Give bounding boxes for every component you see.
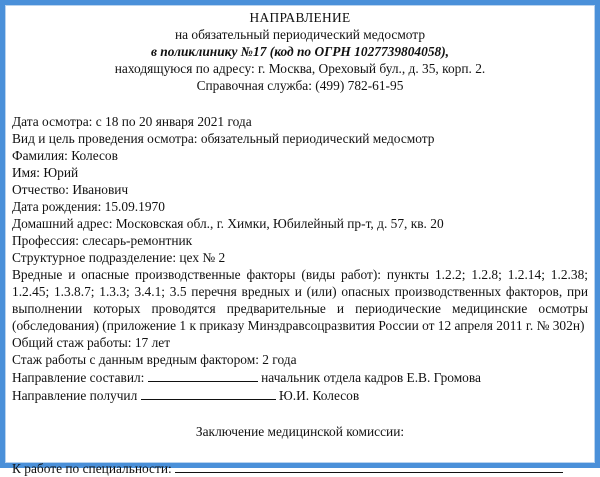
document-subtitle: на обязательный периодический медосмотр bbox=[174, 27, 426, 42]
surname: Фамилия: Колесов bbox=[12, 148, 118, 163]
birth-date: Дата рождения: 15.09.1970 bbox=[12, 199, 165, 214]
exam-date: Дата осмотра: с 18 по 20 января 2021 года bbox=[12, 114, 252, 129]
clinic-address: находящуюся по адресу: г. Москва, Ореховый бул., д. 35, корп. 2. bbox=[114, 61, 486, 76]
document-title: НАПРАВЛЕНИЕ bbox=[249, 10, 351, 25]
spacer bbox=[12, 440, 588, 459]
clinic-name: в поликлинику №17 (код по ОГРН 1027739804058), bbox=[150, 44, 450, 59]
exam-type: Вид и цель проведения осмотра: обязательный периодический медосмотр bbox=[12, 131, 435, 146]
profession: Профессия: слесарь-ремонтник bbox=[12, 233, 193, 248]
hazard-experience: Стаж работы с данным вредным фактором: 2 года bbox=[12, 352, 297, 367]
composed-row bbox=[12, 368, 588, 386]
received-row bbox=[12, 386, 588, 404]
total-experience: Общий стаж работы: 17 лет bbox=[12, 335, 171, 350]
fitness-label: К работе по специальности: bbox=[12, 461, 172, 476]
referral-document bbox=[12, 9, 588, 477]
conclusion-title: Заключение медицинской комиссии: bbox=[195, 424, 405, 439]
spacer bbox=[12, 404, 588, 423]
hazard-factors: Вредные и опасные производственные факторы (виды работ): пункты 1.2.2; 1.2.8; 1.2.14; 1.2.38; 1.2.45; 1.3.8.7; 1.3.3; 3.4.1; 3.5 перечня вредных и (или) опасных производственных факторов, при выполнении которых проводятся предварительные и периодические медицинские осмотры (обследования) (приложение 1 к приказу Минздравсоцразвития России от 12 апреля 2011 г. № 302н) bbox=[12, 267, 588, 333]
composed-by: начальник отдела кадров Е.В. Громова bbox=[261, 370, 481, 385]
composed-signature-line bbox=[148, 368, 258, 382]
fitness-row bbox=[12, 459, 588, 477]
fitness-blank-line bbox=[175, 459, 563, 473]
first-name: Имя: Юрий bbox=[12, 165, 79, 180]
department: Структурное подразделение: цех № 2 bbox=[12, 250, 226, 265]
spacer bbox=[12, 94, 588, 113]
received-by: Ю.И. Колесов bbox=[279, 388, 360, 403]
composed-label: Направление составил: bbox=[12, 370, 145, 385]
patronymic: Отчество: Иванович bbox=[12, 182, 129, 197]
received-signature-line bbox=[141, 386, 276, 400]
help-line: Справочная служба: (499) 782-61-95 bbox=[196, 78, 404, 93]
received-label: Направление получил bbox=[12, 388, 138, 403]
home-address: Домашний адрес: Московская обл., г. Химки, Юбилейный пр-т, д. 57, кв. 20 bbox=[12, 216, 444, 231]
document-header bbox=[12, 9, 588, 94]
